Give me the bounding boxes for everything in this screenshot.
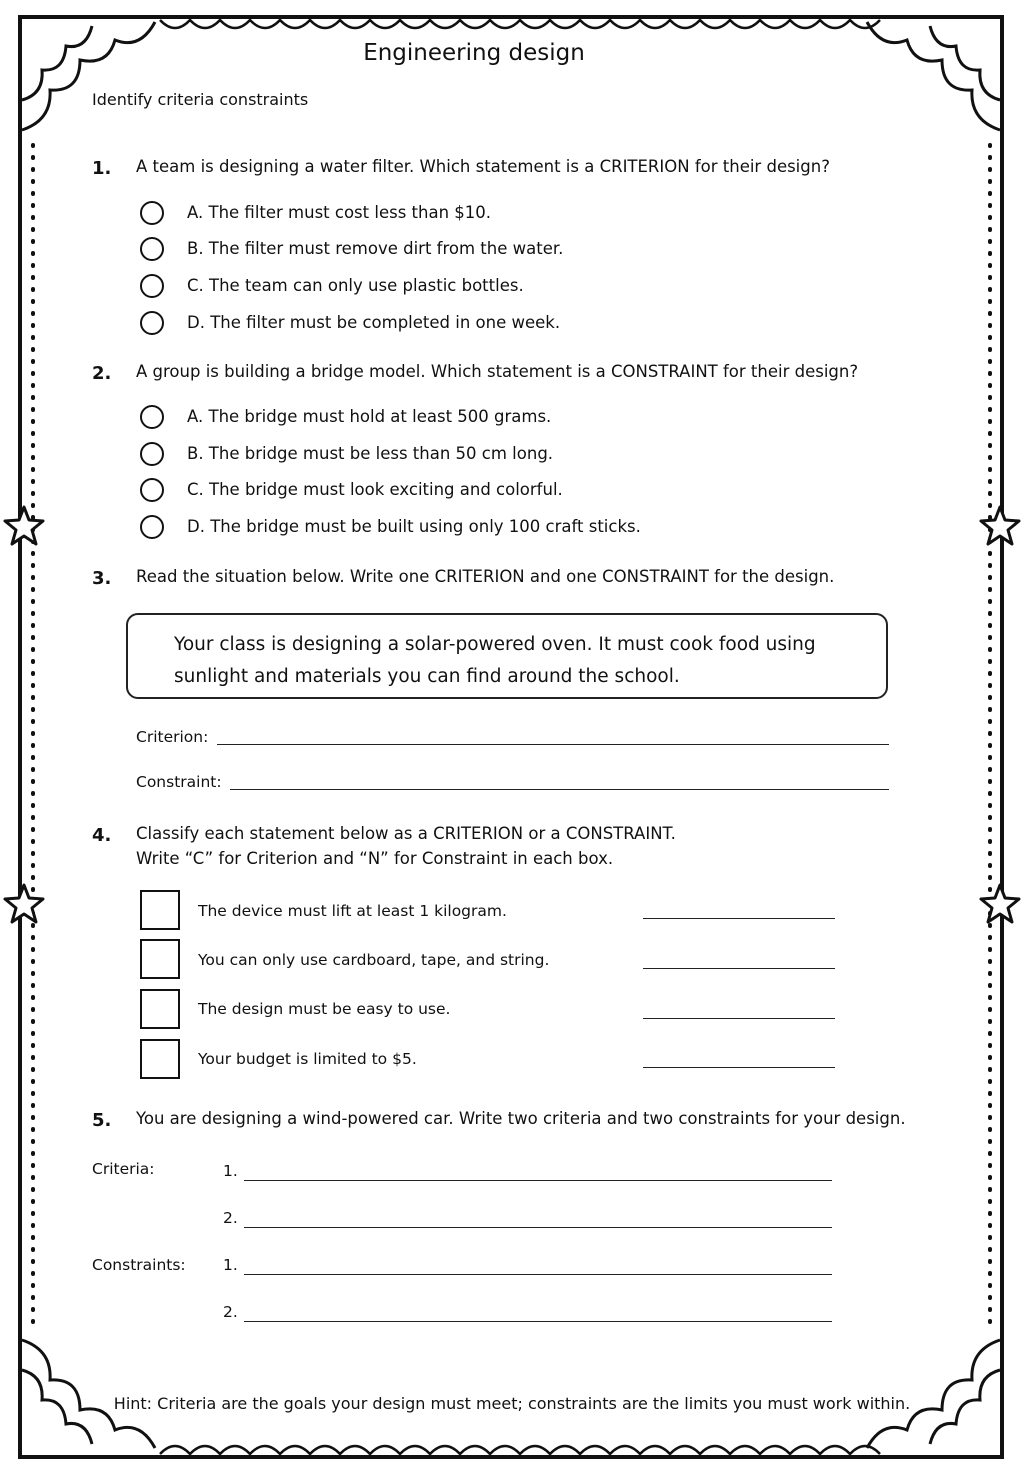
scenario-line-1: Your class is designing a solar-powered oven. It must cook food using <box>174 634 816 655</box>
question-1-number: 1. <box>92 158 112 179</box>
constraint-answer-line[interactable] <box>230 789 889 790</box>
constraints-label: Constraints: <box>92 1256 186 1274</box>
question-3-text: Read the situation below. Write one CRITERION and one CONSTRAINT for the design. <box>136 567 835 586</box>
q1-option-d-radio[interactable] <box>140 311 164 335</box>
classify-box[interactable] <box>140 939 180 979</box>
hint-text: Hint: Criteria are the goals your design must meet; constraints are the limits you must work within. <box>113 1394 911 1413</box>
constraints-number-1: 1. <box>223 1256 238 1274</box>
criteria-answer-line-2[interactable] <box>244 1227 832 1228</box>
classify-statement: The design must be easy to use. <box>198 1000 451 1018</box>
q2-option-a-radio[interactable] <box>140 405 164 429</box>
criterion-answer-line[interactable] <box>217 744 889 745</box>
star-icon <box>5 885 43 922</box>
criteria-answer-line-1[interactable] <box>244 1180 832 1181</box>
q2-option-b-radio[interactable] <box>140 442 164 466</box>
question-2-text: A group is building a bridge model. Which statement is a CONSTRAINT for their design? <box>136 362 859 381</box>
classify-answer-line[interactable] <box>643 918 835 919</box>
classify-answer-line[interactable] <box>643 1018 835 1019</box>
criteria-label: Criteria: <box>92 1160 155 1178</box>
constraint-label: Constraint: <box>136 773 222 791</box>
question-4-number: 4. <box>92 825 112 846</box>
q1-option-a: A. The filter must cost less than $10. <box>187 203 492 222</box>
criteria-number-1: 1. <box>223 1162 238 1180</box>
scenario-line-2: sunlight and materials you can find around the school. <box>174 666 680 687</box>
constraints-answer-line-2[interactable] <box>244 1321 832 1322</box>
top-scallop-edge <box>160 20 880 1454</box>
classify-statement: You can only use cardboard, tape, and string. <box>198 951 550 969</box>
question-5-text: You are designing a wind-powered car. Write two criteria and two constraints for your design. <box>136 1109 906 1128</box>
q2-option-c: C. The bridge must look exciting and colorful. <box>187 480 563 499</box>
classify-box[interactable] <box>140 890 180 930</box>
constraints-answer-line-1[interactable] <box>244 1274 832 1275</box>
star-icon <box>5 507 43 544</box>
criterion-label: Criterion: <box>136 728 209 746</box>
q2-option-b: B. The bridge must be less than 50 cm long. <box>187 444 554 463</box>
q2-option-d-radio[interactable] <box>140 515 164 539</box>
classify-box[interactable] <box>140 1039 180 1079</box>
q1-option-d: D. The filter must be completed in one week. <box>187 313 561 332</box>
classify-statement: The device must lift at least 1 kilogram. <box>198 902 507 920</box>
question-4-text-line-2: Write “C” for Criterion and “N” for Constraint in each box. <box>136 849 614 868</box>
q2-option-c-radio[interactable] <box>140 478 164 502</box>
question-3-number: 3. <box>92 568 112 589</box>
q1-option-a-radio[interactable] <box>140 201 164 225</box>
q2-option-d: D. The bridge must be built using only 100 craft sticks. <box>187 517 641 536</box>
question-2-number: 2. <box>92 363 112 384</box>
question-1-text: A team is designing a water filter. Which statement is a CRITERION for their design? <box>136 157 830 176</box>
criteria-number-2: 2. <box>223 1209 238 1227</box>
classify-answer-line[interactable] <box>643 1067 835 1068</box>
page-subtitle: Identify criteria constraints <box>92 90 309 109</box>
q2-option-a: A. The bridge must hold at least 500 grams. <box>187 407 552 426</box>
q1-option-c-radio[interactable] <box>140 274 164 298</box>
q1-option-b-radio[interactable] <box>140 237 164 261</box>
question-5-number: 5. <box>92 1110 112 1131</box>
page-title: Engineering design <box>363 40 585 66</box>
constraints-number-2: 2. <box>223 1303 238 1321</box>
classify-box[interactable] <box>140 989 180 1029</box>
classify-answer-line[interactable] <box>643 968 835 969</box>
scenario-box <box>126 613 888 699</box>
classify-statement: Your budget is limited to $5. <box>198 1050 417 1068</box>
q1-option-b: B. The filter must remove dirt from the water. <box>187 239 564 258</box>
question-4-text-line-1: Classify each statement below as a CRITERION or a CONSTRAINT. <box>136 824 676 843</box>
q1-option-c: C. The team can only use plastic bottles. <box>187 276 524 295</box>
